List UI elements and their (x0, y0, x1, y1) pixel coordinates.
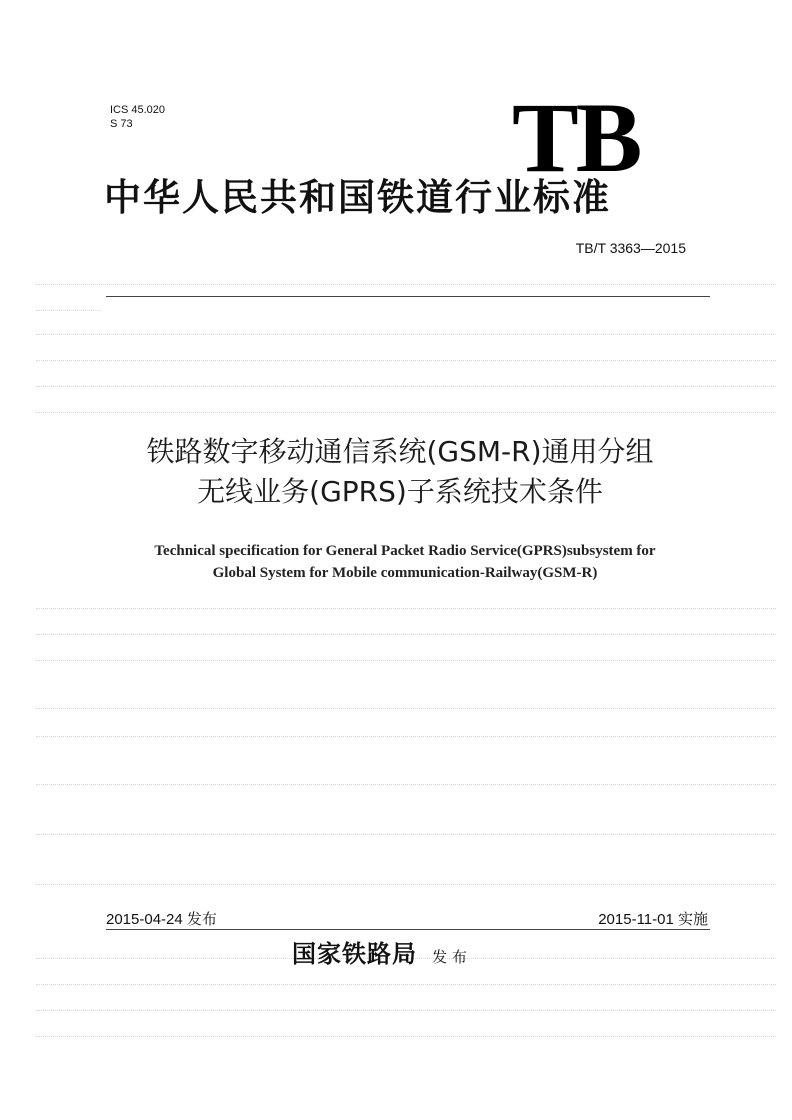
title-english (60, 540, 750, 584)
dotted-line (36, 1036, 776, 1037)
dotted-line (36, 360, 776, 361)
dotted-line (36, 608, 776, 609)
dotted-line (36, 660, 776, 661)
dotted-line (36, 634, 776, 635)
title-cn-line-2: 无线业务(GPRS)子系统技术条件 (197, 475, 603, 508)
dotted-line (36, 310, 100, 311)
classification-codes (110, 103, 165, 131)
implement-date: 2015-11-01 实施 (598, 911, 708, 928)
dotted-line (36, 708, 776, 709)
publish-date: 2015-04-24 发布 (106, 911, 217, 928)
title-en-line-1: Technical specification for General Packet Radio Service(GPRS)subsystem for (154, 543, 656, 559)
footer-rule (106, 929, 710, 930)
title-chinese (60, 432, 740, 512)
dotted-line (36, 834, 776, 835)
title-cn-line-1: 铁路数字移动通信系统(GSM-R)通用分组 (146, 435, 654, 468)
header-rule (106, 296, 710, 297)
dotted-line (36, 386, 776, 387)
tb-logo: TB (512, 82, 640, 193)
standard-name: 中华人民共和国铁道行业标准 (104, 176, 611, 219)
dotted-line (36, 736, 776, 737)
dotted-line (36, 884, 776, 885)
dotted-line (36, 412, 776, 413)
issuer-name: 国家铁路局 (292, 939, 417, 968)
dotted-line (36, 284, 776, 285)
dotted-line (36, 784, 776, 785)
issuer-line (292, 934, 467, 969)
ics-code: ICS 45.020 (110, 104, 166, 116)
title-en-line-2: Global System for Mobile communication-Railway(GSM-R) (212, 565, 598, 581)
ccs-code: S 73 (110, 118, 133, 130)
dotted-line (36, 984, 776, 985)
dotted-line (36, 334, 776, 335)
issuer-verb: 发 布 (432, 948, 467, 966)
dotted-line (36, 1010, 776, 1011)
standard-code: TB/T 3363—2015 (575, 240, 686, 256)
